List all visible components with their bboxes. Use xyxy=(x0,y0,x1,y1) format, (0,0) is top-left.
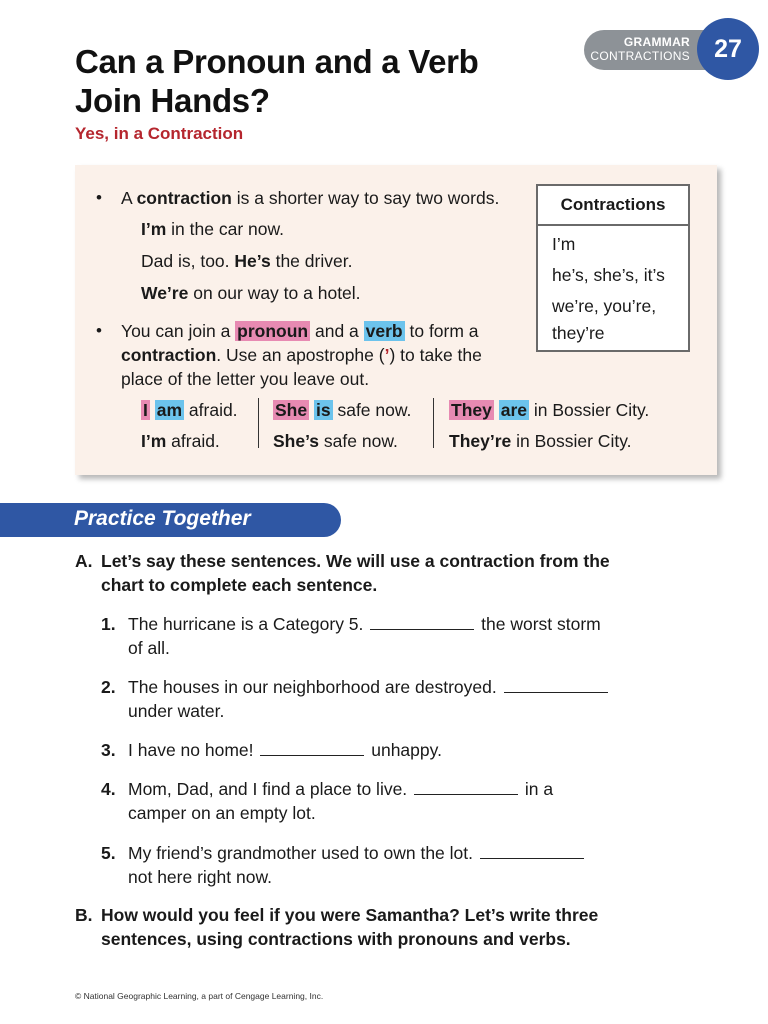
column-divider xyxy=(258,398,259,448)
title-line-2: Join Hands? xyxy=(75,82,270,119)
example-text: afraid. xyxy=(184,400,238,420)
item-number: 4. xyxy=(101,779,116,799)
item-text: camper on an empty lot. xyxy=(128,803,316,823)
rule-bullet-2-line-3: place of the letter you leave out. xyxy=(121,369,370,389)
rule-keyword: contraction xyxy=(121,345,217,365)
rule-keyword: contraction xyxy=(136,188,232,208)
chart-item: he’s, she’s, it’s xyxy=(552,265,665,285)
example-text: safe now. xyxy=(332,400,412,420)
practice-item-2 xyxy=(128,675,610,723)
item-number: 5. xyxy=(101,843,116,863)
copyright-footer: © National Geographic Learning, a part of Cengage Learning, Inc. xyxy=(75,991,324,1001)
instruction-line: How would you feel if you were Samantha? Let’s write three xyxy=(101,905,599,925)
page-subtitle: Yes, in a Contraction xyxy=(75,124,244,143)
chart-heading: Contractions xyxy=(538,186,688,226)
rule-text: to form a xyxy=(404,321,479,341)
example-text: afraid. xyxy=(166,431,220,451)
example-sentence-3 xyxy=(141,282,361,304)
example-sentence-1 xyxy=(141,218,284,240)
example-text: the driver. xyxy=(270,251,353,271)
answer-blank[interactable] xyxy=(370,615,474,630)
title-line-1: Can a Pronoun and a Verb xyxy=(75,43,479,80)
example-sentence-2 xyxy=(141,250,352,272)
pair-2-contraction xyxy=(273,430,398,452)
verb-highlight: verb xyxy=(365,321,403,341)
contractions-chart xyxy=(536,184,690,352)
example-contraction: We’re xyxy=(141,283,189,303)
rule-text: and a xyxy=(310,321,364,341)
rule-text: ) to take the xyxy=(389,345,482,365)
example-contraction: I’m xyxy=(141,219,167,239)
pair-1-split xyxy=(141,399,238,421)
pair-1-contraction xyxy=(141,430,220,452)
example-text: on our way to a hotel. xyxy=(188,283,361,303)
pronoun-highlight: pronoun xyxy=(237,321,309,341)
bullet-icon: • xyxy=(96,188,102,207)
item-text: of all. xyxy=(128,638,170,658)
pair-3-split xyxy=(449,399,649,421)
section-a-instructions xyxy=(101,549,661,597)
practice-item-1 xyxy=(128,612,601,660)
example-contraction: He’s xyxy=(234,251,271,271)
rule-bullet-2-line-1 xyxy=(121,320,479,342)
apostrophe-mark: ’ xyxy=(384,345,390,365)
rule-text: is a shorter way to say two words. xyxy=(231,188,500,208)
pronoun-highlight: She xyxy=(275,400,308,420)
chart-item: we’re, you’re, xyxy=(552,296,657,316)
instruction-line: chart to complete each sentence. xyxy=(101,575,378,595)
tab-contractions-label: CONTRACTIONS xyxy=(590,49,690,63)
item-text: Mom, Dad, and I find a place to live. xyxy=(128,779,413,799)
pair-3-contraction xyxy=(449,430,632,452)
bullet-icon: • xyxy=(96,321,102,340)
section-a-letter: A. xyxy=(75,551,93,571)
answer-blank[interactable] xyxy=(260,741,364,756)
pronoun-highlight: They xyxy=(451,400,492,420)
column-divider xyxy=(433,398,434,448)
item-text: My friend’s grandmother used to own the lot. xyxy=(128,843,478,863)
answer-blank[interactable] xyxy=(414,780,518,795)
example-text: in the car now. xyxy=(166,219,285,239)
item-number: 1. xyxy=(101,614,116,634)
verb-highlight: is xyxy=(315,400,331,420)
answer-blank[interactable] xyxy=(480,844,584,859)
chart-item: I’m xyxy=(552,234,576,254)
pair-2-split xyxy=(273,399,411,421)
item-number: 3. xyxy=(101,740,116,760)
practice-together-banner xyxy=(0,503,341,537)
item-text: I have no home! xyxy=(128,740,259,760)
example-text: Dad is, too. xyxy=(141,251,235,271)
practice-item-4 xyxy=(128,777,553,825)
practice-item-5 xyxy=(128,841,586,889)
rule-bullet-2-line-2 xyxy=(121,344,482,366)
rule-bullet-1 xyxy=(121,187,499,209)
item-text: under water. xyxy=(128,701,225,721)
item-text: unhappy. xyxy=(366,740,442,760)
example-text: in Bossier City. xyxy=(529,400,650,420)
item-text: The houses in our neighborhood are destroyed. xyxy=(128,677,502,697)
rule-text: . Use an apostrophe ( xyxy=(216,345,385,365)
page-title xyxy=(75,42,545,120)
item-text: in a xyxy=(520,779,554,799)
section-tab-text xyxy=(590,35,690,63)
example-contraction: They’re xyxy=(449,431,512,451)
verb-highlight: am xyxy=(156,400,183,420)
example-contraction: I’m xyxy=(141,431,167,451)
item-text: the worst storm xyxy=(476,614,601,634)
page-number: 27 xyxy=(697,18,759,80)
item-text: The hurricane is a Category 5. xyxy=(128,614,369,634)
tab-grammar-label: GRAMMAR xyxy=(623,35,690,49)
instruction-line: sentences, using contractions with pronouns and verbs. xyxy=(101,929,571,949)
example-text: in Bossier City. xyxy=(511,431,632,451)
section-b-instructions xyxy=(101,903,661,951)
example-contraction: She’s xyxy=(273,431,320,451)
rule-text: You can join a xyxy=(121,321,236,341)
pronoun-highlight: I xyxy=(143,400,148,420)
rule-text: A xyxy=(121,188,137,208)
item-text: not here right now. xyxy=(128,867,272,887)
answer-blank[interactable] xyxy=(504,678,608,693)
verb-highlight: are xyxy=(500,400,528,420)
example-text: safe now. xyxy=(319,431,398,451)
item-number: 2. xyxy=(101,677,116,697)
instruction-line: Let’s say these sentences. We will use a contraction from the xyxy=(101,551,610,571)
section-b-letter: B. xyxy=(75,905,93,925)
chart-item: they’re xyxy=(552,323,605,343)
banner-title: Practice Together xyxy=(74,507,251,530)
practice-item-3 xyxy=(128,738,442,762)
